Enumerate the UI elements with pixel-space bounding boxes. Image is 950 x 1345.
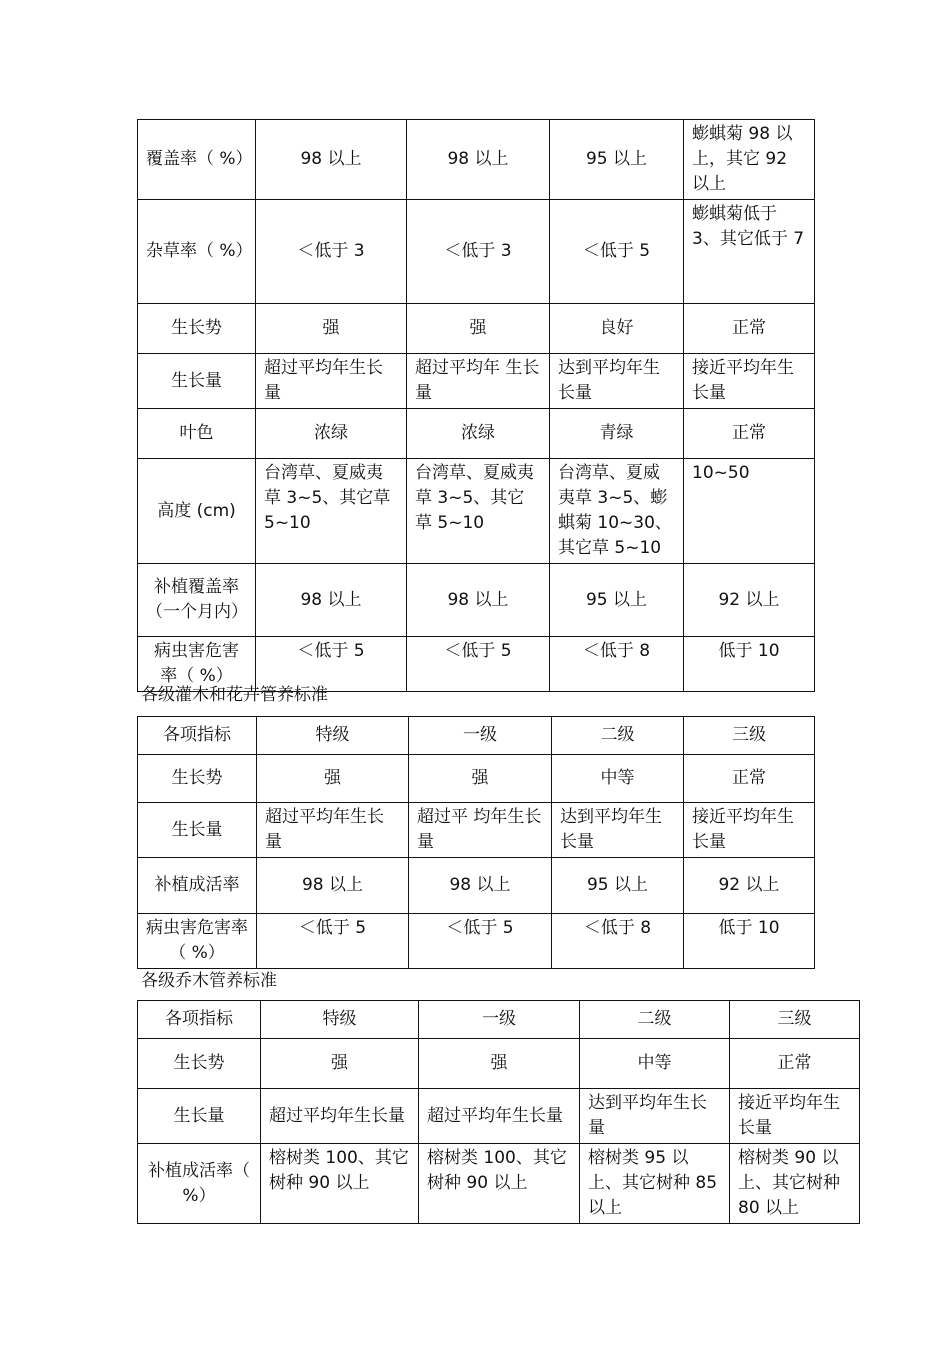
cell-grade1: ＜低于 5 [407,637,550,692]
row-label-growth: 生长量 [138,803,257,858]
table-row [138,1089,860,1144]
cell-grade2: 达到平均年生长量 [552,803,684,858]
row-label-leaf-color: 叶色 [138,409,256,459]
table-row [138,755,815,803]
cell-special: 强 [261,1039,419,1089]
cell-grade3: 蟛蜞菊低于 3、其它低于 7 [684,200,815,304]
cell-grade3: 低于 10 [684,914,815,969]
row-label-vigor: 生长势 [138,304,256,354]
row-label-vigor: 生长势 [138,1039,261,1089]
lawn-standards-table [137,119,815,692]
cell-grade3: 接近平均年生长量 [684,354,815,409]
table-row [138,200,815,304]
header-grade3: 三级 [684,717,815,755]
row-label-coverage: 覆盖率（ %） [138,120,256,200]
shrub-standards-table [137,716,815,969]
row-label-pest-rate: 病虫害危害率（ %） [138,637,256,692]
row-label-growth: 生长量 [138,1089,261,1144]
cell-special: ＜低于 5 [257,914,409,969]
table-row [138,354,815,409]
cell-grade1: 98 以上 [407,120,550,200]
header-grade1: 一级 [419,1001,580,1039]
table-row [138,803,815,858]
cell-grade1: 超过平均年生长量 [419,1089,580,1144]
row-label-vigor: 生长势 [138,755,257,803]
table-row [138,409,815,459]
cell-grade2: 良好 [550,304,684,354]
cell-grade1: 台湾草、夏威夷草 3~5、其它草 5~10 [407,459,550,564]
cell-special: 强 [257,755,409,803]
row-label-height: 高度 (cm) [138,459,256,564]
cell-grade1: 浓绿 [407,409,550,459]
cell-special: 超过平均年生长量 [261,1089,419,1144]
table-row [138,459,815,564]
cell-special: 榕树类 100、其它树种 90 以上 [261,1144,419,1224]
row-label-growth: 生长量 [138,354,256,409]
cell-special: ＜低于 3 [256,200,407,304]
cell-grade3: 接近平均年生长量 [684,803,815,858]
header-indicator: 各项指标 [138,1001,261,1039]
table-header-row [138,717,815,755]
header-special: 特级 [257,717,409,755]
cell-grade2: ＜低于 8 [552,914,684,969]
cell-grade3: 接近平均年生长量 [730,1089,860,1144]
table-row [138,914,815,969]
cell-grade2: 中等 [580,1039,730,1089]
row-label-survival: 补植成活率 [138,858,257,914]
cell-grade3: 正常 [684,304,815,354]
cell-grade2: 青绿 [550,409,684,459]
cell-grade2: 台湾草、夏威夷草 3~5、蟛蜞菊 10~30、其它草 5~10 [550,459,684,564]
cell-grade3: 低于 10 [684,637,815,692]
header-grade2: 二级 [580,1001,730,1039]
header-indicator: 各项指标 [138,717,257,755]
table-row [138,120,815,200]
table-row [138,564,815,637]
header-grade2: 二级 [552,717,684,755]
tree-table-caption: 各级乔木管养标准 [141,971,277,991]
row-label-survival: 补植成活率（ %） [138,1144,261,1224]
cell-grade2: 达到平均年生长量 [550,354,684,409]
cell-grade1: ＜低于 5 [409,914,552,969]
cell-grade2: ＜低于 5 [550,200,684,304]
cell-grade1: 超过平 均年生长量 [409,803,552,858]
header-grade3: 三级 [730,1001,860,1039]
row-label-pest-rate: 病虫害危害率（ %） [138,914,257,969]
cell-grade1: 强 [407,304,550,354]
cell-grade3: 榕树类 90 以上、其它树种 80 以上 [730,1144,860,1224]
cell-special: 98 以上 [257,858,409,914]
header-grade1: 一级 [409,717,552,755]
cell-special: 浓绿 [256,409,407,459]
row-label-weed-rate: 杂草率（ %） [138,200,256,304]
cell-grade3: 92 以上 [684,858,815,914]
cell-grade3: 正常 [730,1039,860,1089]
cell-grade1: 榕树类 100、其它树种 90 以上 [419,1144,580,1224]
table-row [138,1039,860,1089]
cell-grade3: 92 以上 [684,564,815,637]
cell-grade2: 95 以上 [550,564,684,637]
cell-grade2: ＜低于 8 [550,637,684,692]
cell-special: 强 [256,304,407,354]
cell-special: 台湾草、夏威夷草 3~5、其它草 5~10 [256,459,407,564]
cell-grade2: 95 以上 [550,120,684,200]
cell-grade1: 98 以上 [407,564,550,637]
row-label-replant-coverage: 补植覆盖率（一个月内） [138,564,256,637]
cell-grade3: 正常 [684,409,815,459]
cell-grade3: 10~50 [684,459,815,564]
cell-grade3: 蟛蜞菊 98 以上，其它 92 以上 [684,120,815,200]
cell-grade1: 强 [409,755,552,803]
tree-standards-table [137,1000,860,1224]
cell-special: 98 以上 [256,120,407,200]
table-row [138,304,815,354]
cell-grade1: 超过平均年 生长量 [407,354,550,409]
cell-grade1: 强 [419,1039,580,1089]
cell-grade2: 95 以上 [552,858,684,914]
table-row [138,1144,860,1224]
cell-grade1: 98 以上 [409,858,552,914]
cell-grade2: 达到平均年生长量 [580,1089,730,1144]
cell-grade2: 中等 [552,755,684,803]
table-header-row [138,1001,860,1039]
cell-special: 超过平均年生长量 [256,354,407,409]
cell-grade3: 正常 [684,755,815,803]
shrub-table-caption: 各级灌木和花卉管养标准 [141,685,328,705]
cell-special: 超过平均年生长量 [257,803,409,858]
header-special: 特级 [261,1001,419,1039]
cell-special: 98 以上 [256,564,407,637]
cell-grade2: 榕树类 95 以上、其它树种 85 以上 [580,1144,730,1224]
cell-special: ＜低于 5 [256,637,407,692]
table-row [138,858,815,914]
cell-grade1: ＜低于 3 [407,200,550,304]
